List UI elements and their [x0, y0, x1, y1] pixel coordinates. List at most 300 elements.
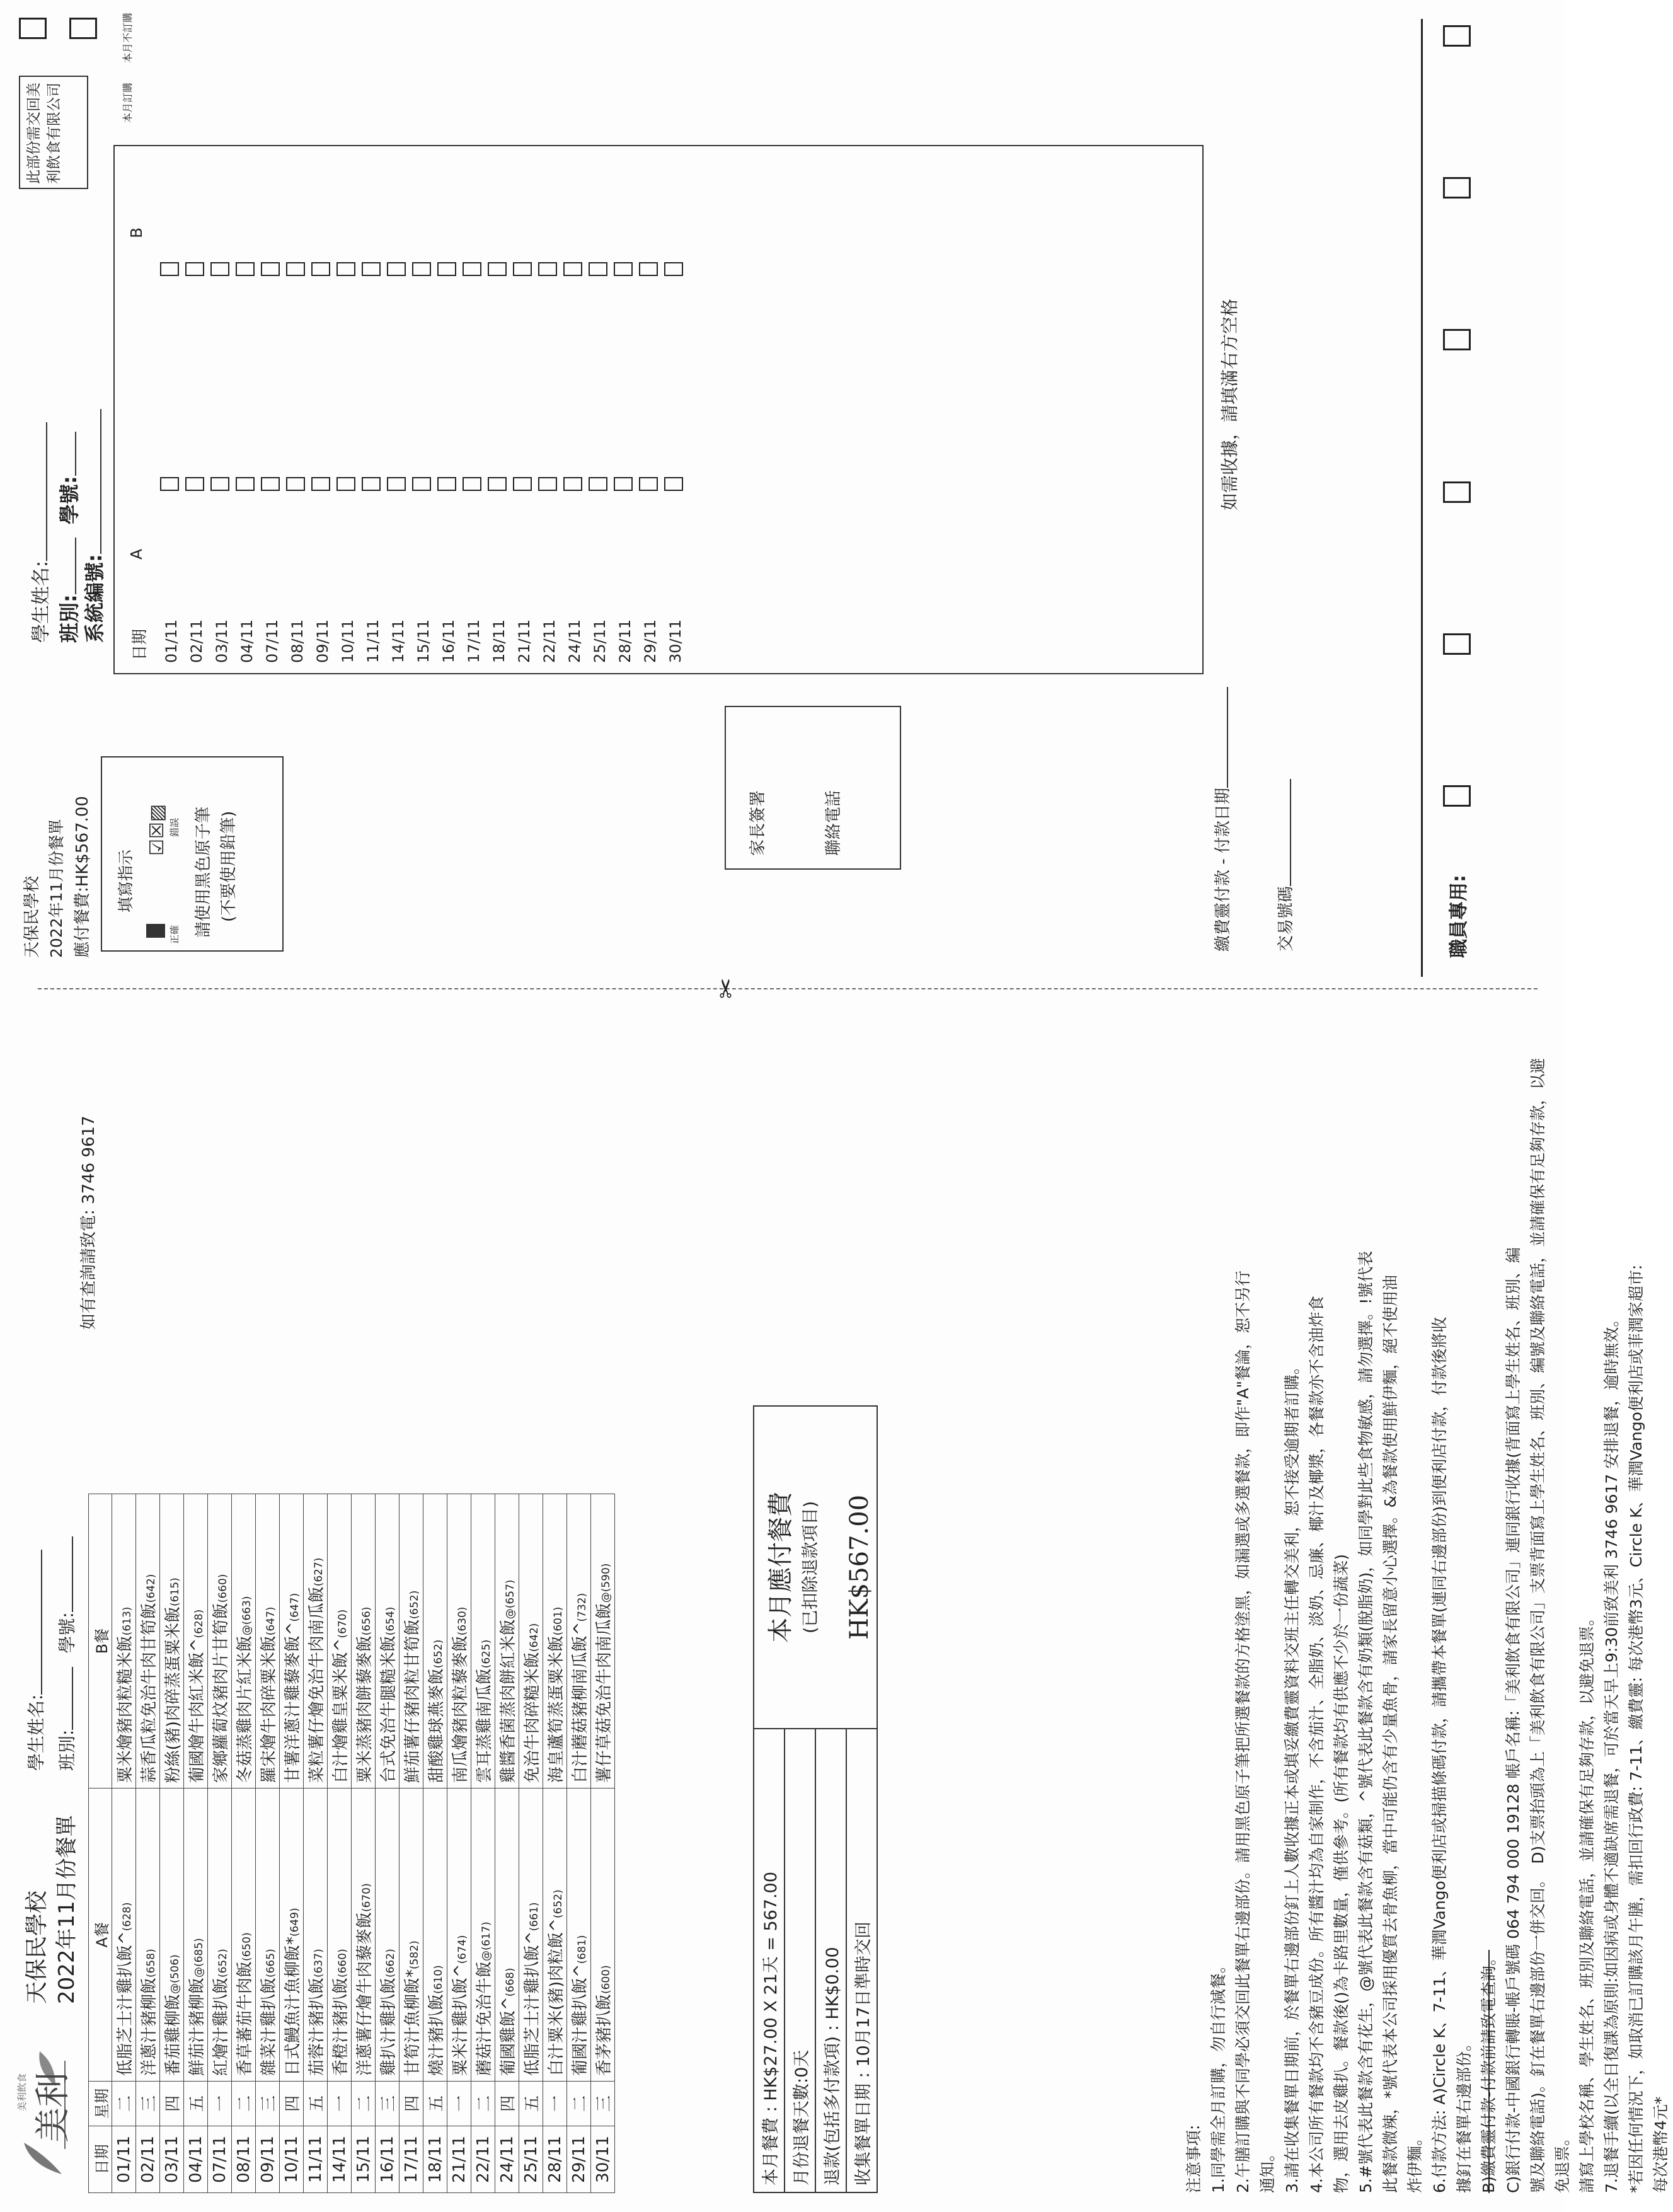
menu-b-calories: @(663)	[241, 1596, 253, 1636]
choice-a-checkbox[interactable]	[210, 477, 229, 491]
menu-date: 25/11	[519, 2126, 543, 2192]
menu-b-dish: 菜粒薯仔燴免治牛肉南瓜飯	[308, 1586, 326, 1783]
menu-a-calories: (610)	[432, 1965, 445, 1995]
menu-a-dish: 洋蔥薯仔燴牛肉藜麥飯	[355, 1912, 374, 2077]
menu-day: 一	[328, 2082, 352, 2126]
choice-b-checkbox[interactable]	[639, 262, 658, 276]
parent-sign-box	[725, 706, 901, 870]
menu-date: 16/11	[376, 2126, 400, 2192]
choice-b-checkbox[interactable]	[362, 262, 381, 276]
menu-header-row	[89, 1494, 112, 2193]
menu-day: 五	[423, 2082, 447, 2126]
menu-a-meal	[423, 1789, 447, 2082]
notes-title: 注意事項:	[1185, 2124, 1203, 2193]
menu-day: 一	[543, 2082, 567, 2126]
choice-a-checkbox[interactable]	[286, 477, 305, 491]
ppss-field[interactable]	[1210, 687, 1233, 952]
menu-day: 三	[256, 2082, 280, 2126]
date-choice-row	[411, 161, 436, 665]
menu-a-calories: (661)	[528, 1902, 541, 1932]
menu-day: 五	[519, 2082, 543, 2126]
refund-line: 退款(包括多付款項) : HK$0.00	[815, 1729, 846, 2192]
choice-a-checkbox[interactable]	[160, 477, 179, 491]
fill-instruction-box	[101, 756, 284, 952]
date-choice-row	[260, 161, 285, 665]
order-no-label: 本月不訂購	[122, 12, 134, 63]
choice-a-cell	[234, 376, 260, 591]
class-label: 班別:	[57, 1729, 78, 1771]
choice-b-cell	[234, 161, 260, 376]
choice-a-cell	[335, 376, 360, 591]
choice-a-checkbox[interactable]	[538, 477, 557, 491]
rp-payable: 應付餐費:HK$567.00	[73, 796, 92, 958]
date-choices	[159, 161, 688, 665]
choice-date: 10/11	[339, 619, 357, 663]
menu-date: 02/11	[136, 2126, 160, 2192]
order-yes-option[interactable]	[19, 6, 49, 69]
choice-b-checkbox[interactable]	[387, 262, 406, 276]
choice-b-checkbox[interactable]	[538, 262, 557, 276]
menu-b-dish: 葡國燴牛肉紅米飯^	[188, 1638, 207, 1783]
student-name-label: 學生姓名:	[26, 1694, 47, 1771]
rp-student-name-field[interactable]	[25, 422, 53, 643]
scissors-icon: ✂	[712, 977, 741, 999]
menu-day: 二	[112, 2082, 136, 2126]
menu-day: 三	[591, 2082, 615, 2126]
menu-a-dish: 雜菜汁雞扒飯	[260, 1978, 279, 2077]
choice-b-cell	[386, 161, 411, 376]
notes-section	[1181, 1052, 1673, 2193]
choice-a-checkbox[interactable]	[513, 477, 532, 491]
rp-system-no-field[interactable]	[79, 409, 108, 643]
menu-a-meal	[543, 1789, 567, 2082]
menu-a-meal	[112, 1789, 136, 2082]
choice-a-cell	[260, 376, 285, 591]
choice-b-checkbox[interactable]	[311, 262, 330, 276]
choice-a-cell	[184, 376, 209, 591]
date-choice-row	[461, 161, 486, 665]
payable-amount: HK$567.00	[845, 1494, 874, 1640]
note-line: 3.請在收集餐單日期前，於餐單右邊部份釘上人數收據正本或填妥繳費靈資料交班主任轉交美利，恕不接受逾期者訂購。	[1283, 1359, 1301, 2193]
note-line: 號及聯絡電話)。釘在餐單右邊部份一併交回。 D)支票抬頭為上「美利飲食有限公司」支票背面寫上學生姓名、班別、編號及聯絡電話，並請確保有足夠存款，以避免退票。	[1529, 1057, 1572, 2193]
fill-title: 填寫指示	[117, 849, 135, 913]
staff-box-3[interactable]	[1443, 481, 1471, 503]
choice-b-checkbox[interactable]	[336, 262, 355, 276]
fill-correct-label: 正確	[169, 925, 180, 944]
order-yes-checkbox[interactable]	[19, 18, 47, 39]
note-line: 炸伊麵。	[1406, 2129, 1424, 2193]
menu-b-meal	[471, 1494, 495, 1789]
order-no-checkbox[interactable]	[69, 18, 97, 39]
date-choice-row	[209, 161, 234, 665]
date-choice-row	[436, 161, 461, 665]
note-line: 7.退餐手續(以全日復課為原則:如因病或身體不適缺席需退餐，可於當天早上9:30前致美利 3746 9617 安排退餐，逾時無效。	[1602, 1311, 1621, 2193]
fill-pen: 請使用黑色原子筆	[194, 806, 213, 938]
menu-day: 二	[232, 2082, 256, 2126]
payable-cell	[754, 1406, 877, 1729]
menu-b-meal	[567, 1494, 591, 1789]
menu-b-calories: (627)	[313, 1557, 325, 1587]
choice-date: 08/11	[289, 619, 306, 663]
menu-a-meal	[160, 1789, 184, 2082]
choice-b-checkbox[interactable]	[589, 262, 607, 276]
menu-a-dish: 低脂芝士汁雞扒飯^	[116, 1931, 135, 2077]
note-line: *若因任何情況下，如取消已訂購該月午膳，需扣回行政費: 7-11、繳費靈: 每次港幣3元、Circle K、華潤Vango便利店或菲潤家超市:	[1627, 1264, 1645, 2193]
menu-b-calories: (654)	[384, 1606, 397, 1636]
staff-box-6[interactable]	[1443, 25, 1471, 47]
fill-correct-sample	[146, 924, 165, 938]
menu-day: 四	[160, 2082, 184, 2126]
choice-b-cell	[587, 161, 612, 376]
date-choice-row	[512, 161, 537, 665]
menu-b-meal	[136, 1494, 160, 1789]
note-line: 6.付款方法: A)Circle K、7-11、華潤Vango便利店或掃描條碼付款，請攜帶本餐單(連同右邊部份)到便利店付款，付款後將收	[1430, 1316, 1449, 2193]
deadline-line: 收集餐單日期 : 10月17日準時交回	[846, 1729, 877, 2192]
choice-b-checkbox[interactable]	[614, 262, 633, 276]
menu-date: 28/11	[543, 2126, 567, 2192]
choice-b-checkbox[interactable]	[210, 262, 229, 276]
menu-b-calories: (652)	[432, 1639, 445, 1669]
menu-row	[376, 1494, 400, 2193]
choice-a-cell	[612, 376, 638, 591]
menu-b-dish: 雲耳蒸雞南瓜飯	[475, 1668, 494, 1783]
menu-a-dish: 香茅豬扒飯	[595, 1994, 614, 2077]
notes-lines	[1206, 1052, 1673, 2193]
menu-date: 17/11	[400, 2126, 423, 2192]
choice-b-cell	[260, 161, 285, 376]
choice-a-cell	[562, 376, 587, 591]
rp-system-no-label: 系統編號:	[83, 554, 106, 643]
menu-b-dish: 白汁燴雞皇粟米飯^	[331, 1638, 350, 1783]
rp-school: 天保民學校	[23, 875, 42, 958]
menu-a-calories: (660)	[336, 1949, 349, 1978]
staff-label: 職員專用:	[1448, 875, 1470, 958]
menu-b-dish: 蒜香瓜粒免治牛肉甘筍飯	[140, 1603, 159, 1783]
menu-b-dish: 海皇蘆筍蒸蛋粟米飯	[547, 1635, 566, 1783]
menu-date: 04/11	[184, 2126, 208, 2192]
school-name: 天保民學校	[24, 1890, 50, 2004]
choice-a-checkbox[interactable]	[664, 477, 683, 491]
note-line: 每次港幣4元*	[1652, 2096, 1670, 2193]
payable-sub: (已扣除退款項目)	[801, 1501, 820, 1633]
choice-date: 28/11	[616, 619, 634, 663]
menu-row	[112, 1494, 136, 2193]
menu-row	[208, 1494, 232, 2193]
payable-title: 本月應付餐費	[766, 1491, 795, 1643]
date-choice-row	[663, 161, 688, 665]
order-no-option[interactable]	[69, 6, 100, 69]
menu-date: 30/11	[591, 2126, 615, 2192]
menu-b-calories: (656)	[360, 1606, 373, 1636]
date-choice-row	[360, 161, 386, 665]
menu-a-dish: 粟米汁雞扒飯^	[451, 1964, 470, 2077]
choice-date: 29/11	[641, 619, 659, 663]
menu-b-dish: 甘薯洋蔥汁雞藜麥飯^	[284, 1622, 302, 1783]
menu-a-calories: (652)	[552, 1889, 565, 1918]
note-line: 1.同學需全月訂購，勿自行減餐。	[1209, 1957, 1227, 2193]
menu-a-meal	[352, 1789, 376, 2082]
menu-a-meal	[304, 1789, 328, 2082]
menu-date: 22/11	[471, 2126, 495, 2192]
choice-a-checkbox[interactable]	[236, 477, 255, 491]
fill-wrong-samples: ☑☒▨	[146, 804, 168, 856]
choice-a-checkbox[interactable]	[614, 477, 633, 491]
menu-row	[471, 1494, 495, 2193]
choice-a-checkbox[interactable]	[488, 477, 507, 491]
menu-a-dish: 番茄雞柳飯	[164, 1994, 183, 2077]
menu-row	[495, 1494, 519, 2193]
menu-a-calories: @(685)	[193, 1938, 205, 1978]
menu-b-calories: (647)	[265, 1606, 277, 1636]
menu-date: 24/11	[495, 2126, 519, 2192]
menu-day: 一	[447, 2082, 471, 2126]
choice-b-cell	[436, 161, 461, 376]
choice-date: 24/11	[566, 619, 584, 663]
choice-a-checkbox[interactable]	[185, 477, 204, 491]
choice-date: 07/11	[263, 619, 281, 663]
header-date: 日期	[89, 2126, 112, 2192]
choice-a-cell	[411, 376, 436, 591]
rp-menu-title: 2022年11月份餐單	[47, 819, 66, 958]
choice-b-checkbox[interactable]	[261, 262, 280, 276]
rp-number-label: 學號:	[57, 476, 81, 525]
choice-b-cell	[562, 161, 587, 376]
choice-a-cell	[486, 376, 512, 591]
menu-b-calories: (732)	[576, 1593, 589, 1622]
staff-box-1[interactable]	[1443, 785, 1471, 807]
menu-date: 14/11	[328, 2126, 352, 2192]
txn-field[interactable]	[1273, 779, 1296, 952]
note-line: 2.午膳訂購與不同學必須交回此餐單右邊部份。請用黑色原子筆把所選餐款的方格塗黑，如漏選或多選餐款，即作"A"餐論，恕不另行	[1234, 1270, 1252, 2193]
menu-row	[304, 1494, 328, 2193]
choice-b-cell	[612, 161, 638, 376]
menu-a-calories: (628)	[121, 1902, 134, 1932]
menu-a-calories: (637)	[313, 1949, 325, 1978]
choice-b-cell	[486, 161, 512, 376]
menu-a-dish: 甘筍汁魚柳飯*	[403, 1969, 422, 2077]
choice-a-checkbox[interactable]	[463, 477, 481, 491]
choice-a-checkbox[interactable]	[589, 477, 607, 491]
menu-date: 01/11	[112, 2126, 136, 2192]
charges-box	[753, 1405, 878, 2193]
menu-b-dish: 白汁蘑菇豬柳南瓜飯^	[571, 1622, 590, 1783]
menu-day: 二	[352, 2082, 376, 2126]
menu-b-meal	[208, 1494, 232, 1789]
menu-b-dish: 薯仔草菇免治牛肉南瓜飯	[595, 1603, 614, 1783]
date-choice-row	[285, 161, 310, 665]
menu-date: 11/11	[304, 2126, 328, 2192]
menu-date: 21/11	[447, 2126, 471, 2192]
parent-sign-label: 家長簽署	[749, 790, 768, 856]
menu-b-dish: 粟米蒸豬肉餅藜麥飯	[355, 1635, 374, 1783]
date-selection-box	[113, 145, 1204, 674]
menu-b-meal	[447, 1494, 471, 1789]
choice-b-checkbox[interactable]	[437, 262, 456, 276]
menu-row	[136, 1494, 160, 2193]
menu-b-meal	[112, 1494, 136, 1789]
menu-a-dish: 鮮茄汁豬柳飯	[188, 1978, 207, 2077]
menu-b-meal	[400, 1494, 423, 1789]
rp-class-label: 班別:	[57, 594, 81, 643]
menu-day: 四	[400, 2082, 423, 2126]
menu-b-dish: 冬菇蒸雞肉片紅米飯	[236, 1635, 255, 1783]
note-line: 物，選用去皮雞扒。餐款後()為卡路里數量，僅供參考。(所有餐款均有供應不少於一份蔬菜)	[1332, 1553, 1350, 2193]
menu-row	[447, 1494, 471, 2193]
menu-b-calories: @(657)	[504, 1579, 517, 1620]
student-name-field[interactable]	[23, 1550, 48, 1771]
choice-b-cell	[360, 161, 386, 376]
choice-date: 14/11	[389, 619, 407, 663]
choice-b-cell	[512, 161, 537, 376]
menu-b-calories: (642)	[528, 1623, 541, 1652]
menu-b-meal	[543, 1494, 567, 1789]
choice-b-checkbox[interactable]	[185, 262, 204, 276]
choice-b-checkbox[interactable]	[236, 262, 255, 276]
menu-a-dish: 葡國雞飯^	[499, 1996, 518, 2077]
cut-line	[38, 988, 1538, 989]
choice-b-cell	[638, 161, 663, 376]
choice-a-cell	[587, 376, 612, 591]
choice-b-checkbox[interactable]	[412, 262, 431, 276]
menu-a-dish: 香草蕃茄牛肉飯	[236, 1961, 255, 2077]
menu-row	[352, 1494, 376, 2193]
col-b-label: B	[127, 227, 146, 238]
choice-a-checkbox[interactable]	[261, 477, 280, 491]
menu-a-calories: (674)	[456, 1935, 469, 1964]
choice-a-checkbox[interactable]	[412, 477, 431, 491]
choice-b-checkbox[interactable]	[488, 262, 507, 276]
menu-b-dish: 鮮茄薯仔豬肉粒甘筍飯	[403, 1619, 422, 1783]
menu-b-meal	[423, 1494, 447, 1789]
menu-day: 三	[136, 2082, 160, 2126]
menu-a-dish: 葡國汁雞扒飯^	[571, 1964, 590, 2077]
menu-b-dish: 台式免治牛腿糙米飯	[379, 1635, 398, 1783]
staff-divider	[1421, 19, 1423, 977]
menu-b-meal	[304, 1494, 328, 1789]
menu-b-dish: 家鄉蘿蔔炆豬肉片甘筍飯	[212, 1603, 231, 1783]
date-choice-row	[234, 161, 260, 665]
choice-a-checkbox[interactable]	[437, 477, 456, 491]
menu-a-meal	[591, 1789, 615, 2082]
date-choice-row	[310, 161, 335, 665]
choice-a-checkbox[interactable]	[563, 477, 582, 491]
choice-a-checkbox[interactable]	[639, 477, 658, 491]
choice-b-checkbox[interactable]	[513, 262, 532, 276]
menu-a-dish: 燒汁豬扒飯	[427, 1994, 446, 2077]
date-choice-row	[486, 161, 512, 665]
menu-b-meal	[280, 1494, 304, 1789]
choice-a-checkbox[interactable]	[387, 477, 406, 491]
choice-a-cell	[310, 376, 335, 591]
menu-a-calories: (681)	[576, 1935, 589, 1964]
menu-b-calories: (660)	[217, 1574, 229, 1603]
menu-b-calories: (652)	[408, 1590, 421, 1620]
menu-date: 18/11	[423, 2126, 447, 2192]
rp-student-name-label: 學生姓名:	[30, 560, 52, 643]
menu-row	[328, 1494, 352, 2193]
choice-date: 22/11	[541, 619, 558, 663]
menu-b-meal	[376, 1494, 400, 1789]
staff-box-2[interactable]	[1443, 633, 1471, 655]
staff-box-5[interactable]	[1443, 177, 1471, 199]
note-line: 此餐款微辣，*號代表本公司採用優質去骨魚柳，當中可能仍含有少量魚骨，請家長留意小心選擇。&為餐款使用鮮伊麵，絕不使用油	[1381, 1275, 1400, 2193]
menu-a-meal	[280, 1789, 304, 2082]
date-choice-row	[184, 161, 209, 665]
order-yes-label: 本月訂購	[122, 82, 134, 123]
choice-date: 02/11	[188, 619, 205, 663]
menu-a-calories: @(617)	[480, 1921, 493, 1962]
menu-b-dish: 免治牛肉碎糙米飯	[523, 1652, 542, 1783]
choice-b-checkbox[interactable]	[563, 262, 582, 276]
choice-b-cell	[184, 161, 209, 376]
choice-date: 04/11	[238, 619, 256, 663]
staff-box-4[interactable]	[1443, 329, 1471, 350]
choice-b-checkbox[interactable]	[463, 262, 481, 276]
menu-a-dish: 低脂芝士汁雞扒飯^	[523, 1931, 542, 2077]
staff-use	[1443, 875, 1471, 958]
date-choice-row	[335, 161, 360, 665]
menu-b-meal	[328, 1494, 352, 1789]
date-choice-row	[587, 161, 612, 665]
menu-b-meal	[184, 1494, 208, 1789]
ppss-label: 繳費靈付款 - 付款日期	[1214, 788, 1233, 952]
menu-a-meal	[208, 1789, 232, 2082]
menu-day: 四	[495, 2082, 519, 2126]
menu-a-calories: (662)	[384, 1949, 397, 1978]
choice-a-checkbox[interactable]	[311, 477, 330, 491]
menu-a-dish: 洋蔥汁豬柳飯	[140, 1978, 159, 2077]
choice-a-cell	[436, 376, 461, 591]
choice-a-checkbox[interactable]	[336, 477, 355, 491]
menu-a-calories: @(506)	[169, 1954, 181, 1995]
choice-b-cell	[461, 161, 486, 376]
brand-logo	[11, 2042, 74, 2187]
choice-a-cell	[512, 376, 537, 591]
leave-line: 月份退餐天數:0天	[785, 1729, 815, 2192]
menu-day: 二	[471, 2082, 495, 2126]
choice-b-cell	[209, 161, 234, 376]
menu-a-dish: 白汁粟米(豬)肉粒飯^	[547, 1918, 566, 2077]
choice-b-checkbox[interactable]	[286, 262, 305, 276]
menu-date: 29/11	[567, 2126, 591, 2192]
menu-date: 03/11	[160, 2126, 184, 2192]
menu-a-meal	[376, 1789, 400, 2082]
return-note-box	[19, 76, 88, 189]
note-line: 5.#號代表此餐款含有花生，@號代表此餐款含有菇類，^號代表此餐款含有奶類(脫脂奶)，如同學對此些食物敏感，請勿選擇。!號代表	[1357, 1250, 1375, 2193]
menu-b-calories: @(590)	[600, 1563, 612, 1603]
menu-b-calories: (615)	[169, 1577, 181, 1606]
choice-a-checkbox[interactable]	[362, 477, 381, 491]
choice-b-checkbox[interactable]	[160, 262, 179, 276]
menu-row	[543, 1494, 567, 2193]
choice-a-cell	[663, 376, 688, 591]
menu-date: 10/11	[280, 2126, 304, 2192]
menu-b-calories: (630)	[456, 1606, 469, 1636]
class-field[interactable]	[54, 1536, 79, 1771]
menu-row	[519, 1494, 543, 2193]
menu-b-meal	[495, 1494, 519, 1789]
menu-a-calories: (665)	[265, 1949, 277, 1978]
date-choice-row	[562, 161, 587, 665]
choice-b-cell	[310, 161, 335, 376]
choice-b-checkbox[interactable]	[664, 262, 683, 276]
return-note: 此部份需交回美利飲食有限公司	[26, 83, 62, 184]
menu-a-dish: 紅燴汁雞扒飯	[212, 1978, 231, 2077]
note-line: 請寫上學校名稱、學生姓名、班別及聯絡電話，並請確保有足夠存款，以避免退票。	[1578, 1610, 1596, 2193]
menu-title: 2022年11月份餐單	[54, 1815, 79, 2004]
menu-a-calories: (670)	[360, 1883, 373, 1913]
menu-date: 07/11	[208, 2126, 232, 2192]
